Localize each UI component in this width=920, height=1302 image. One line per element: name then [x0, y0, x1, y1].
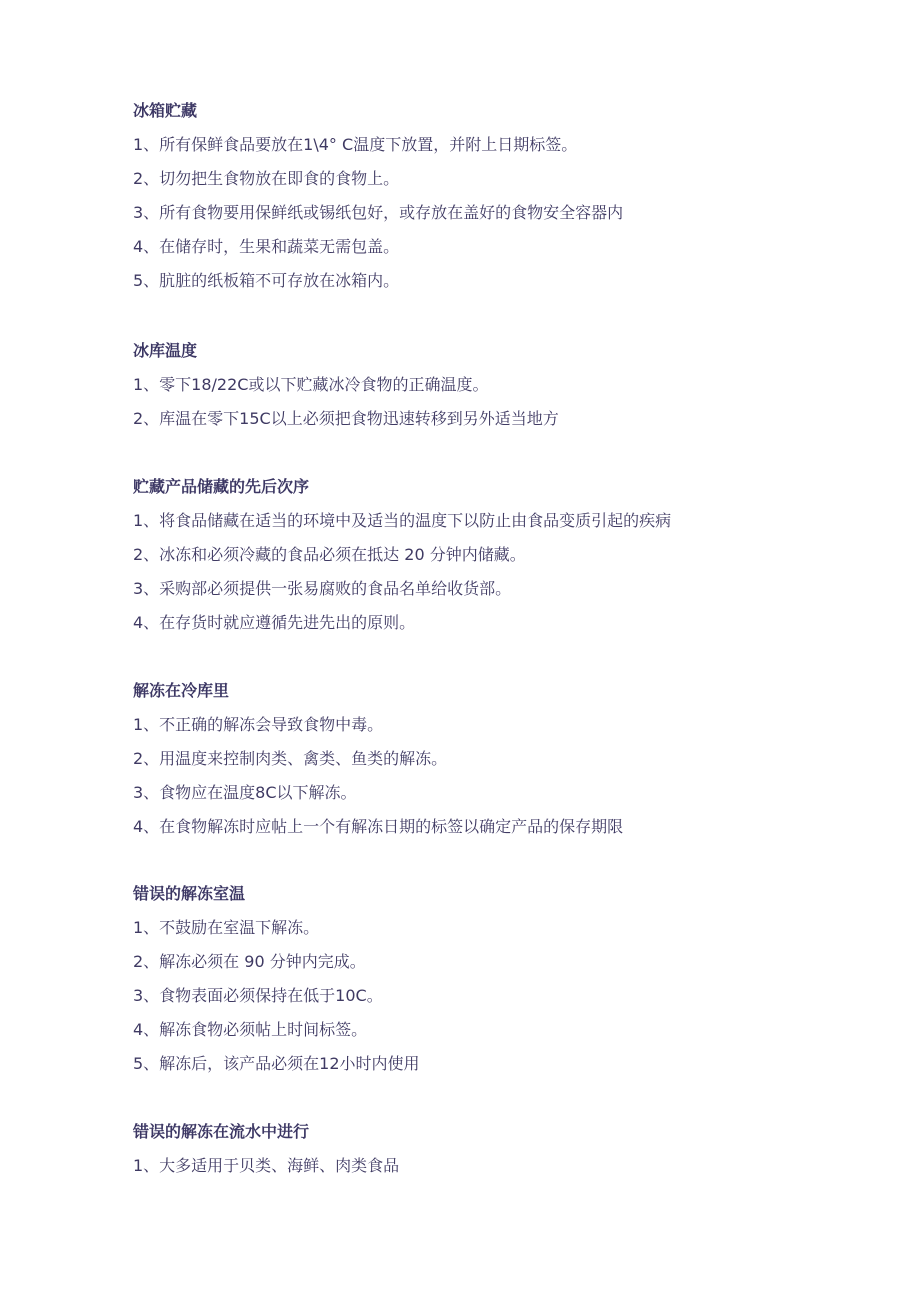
list-item: 5、肮脏的纸板箱不可存放在冰箱内。: [133, 271, 400, 290]
list-item: 4、在储存时，生果和蔬菜无需包盖。: [133, 237, 400, 256]
section-storage-order: [133, 477, 833, 647]
section-heading: 解冻在冷库里: [133, 681, 230, 700]
list-item: 3、所有食物要用保鲜纸或锡纸包好，或存放在盖好的食物安全容器内: [133, 203, 624, 222]
list-item: 1、大多适用于贝类、海鲜、肉类食品: [133, 1156, 400, 1175]
list-item: 2、库温在零下15C以上必须把食物迅速转移到另外适当地方: [133, 409, 559, 428]
list-item: 1、所有保鲜食品要放在1\4° C温度下放置，并附上日期标签。: [133, 135, 578, 154]
list-item: 2、用温度来控制肉类、禽类、鱼类的解冻。: [133, 749, 448, 768]
list-item: 3、食物应在温度8C以下解冻。: [133, 783, 357, 802]
section-heading: 错误的解冻在流水中进行: [133, 1122, 310, 1141]
section-thaw-in-cold-room: [133, 681, 833, 851]
section-thaw-running-water: [133, 1122, 833, 1190]
section-freezer-temperature: [133, 341, 833, 443]
list-item: 3、食物表面必须保持在低于10C。: [133, 986, 383, 1005]
list-item: 4、在存货时就应遵循先进先出的原则。: [133, 613, 416, 632]
list-item: 1、不正确的解冻会导致食物中毒。: [133, 715, 384, 734]
section-heading: 错误的解冻室温: [133, 884, 246, 903]
list-item: 4、解冻食物必须帖上时间标签。: [133, 1020, 368, 1039]
list-item: 4、在食物解冻时应帖上一个有解冻日期的标签以确定产品的保存期限: [133, 817, 624, 836]
list-item: 1、零下18/22C或以下贮藏冰冷食物的正确温度。: [133, 375, 489, 394]
section-thaw-room-temperature: [133, 884, 833, 1088]
list-item: 2、切勿把生食物放在即食的食物上。: [133, 169, 400, 188]
list-item: 5、解冻后，该产品必须在12小时内使用: [133, 1054, 420, 1073]
section-heading: 冰箱贮藏: [133, 101, 198, 120]
section-fridge-storage: [133, 101, 833, 305]
list-item: 1、不鼓励在室温下解冻。: [133, 918, 320, 937]
list-item: 2、冰冻和必须冷藏的食品必须在抵达 20 分钟内储藏。: [133, 545, 526, 564]
section-heading: 冰库温度: [133, 341, 198, 360]
list-item: 2、解冻必须在 90 分钟内完成。: [133, 952, 366, 971]
list-item: 3、采购部必须提供一张易腐败的食品名单给收货部。: [133, 579, 512, 598]
section-heading: 贮藏产品储藏的先后次序: [133, 477, 310, 496]
list-item: 1、将食品储藏在适当的环境中及适当的温度下以防止由食品变质引起的疾病: [133, 511, 672, 530]
